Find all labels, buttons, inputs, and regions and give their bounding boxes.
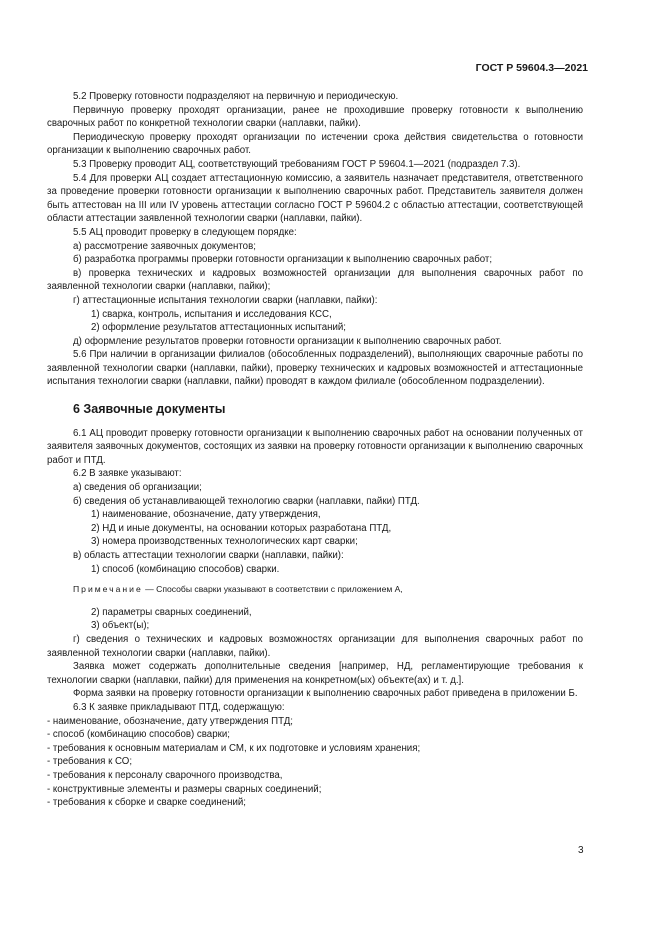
list-item-6-2-b: б) сведения об устанавливающей технологию сварки (наплавки, пайки) ПТД. — [73, 495, 420, 507]
paragraph-6-3: 6.3 К заявке прикладывают ПТД, содержащую: — [73, 701, 285, 713]
list-item-6-3-3: - требования к основным материалам и СМ, к их подготовке и условиям хранения; — [47, 742, 421, 754]
list-item-6-3-4: - требования к СО; — [47, 756, 133, 768]
section-heading-6: 6 Заявочные документы — [73, 402, 226, 417]
list-item-6-3-6: - конструктивные элементы и размеры сварных соединений; — [47, 783, 322, 795]
list-item-6-3-1: - наименование, обозначение, дату утверждения ПТД; — [47, 715, 293, 727]
list-subitem-6-2-v-3: 3) объект(ы); — [91, 620, 150, 632]
list-subitem-5-5-g-2: 2) оформление результатов аттестационных испытаний; — [91, 322, 346, 334]
list-item-5-5-d: д) оформление результатов проверки готовности организации к выполнению сварочных работ. — [73, 335, 502, 347]
list-subitem-6-2-b-2: 2) НД и иные документы, на основании которых разработана ПТД, — [91, 522, 392, 534]
list-item-6-2-g: г) сведения о технических и кадровых возможностях организации для выполнения сварочных работ по заявленной технологии сварки (наплавки, пайки). — [47, 633, 583, 659]
list-subitem-6-2-v-1: 1) способ (комбинацию способов) сварки. — [91, 563, 280, 575]
list-subitem-5-5-g-1: 1) сварка, контроль, испытания и исследования КСС, — [91, 308, 332, 320]
paragraph-5-5: 5.5 АЦ проводит проверку в следующем порядке: — [73, 226, 297, 238]
paragraph-6-2-additional: Заявка может содержать дополнительные сведения [например, НД, регламентирующие требования к технологии сварки (наплавки, пайки) для применения на конкретном(ых) объекте(ах) и т. д.]. — [47, 661, 583, 686]
list-item-6-3-2: - способ (комбинацию способов) сварки; — [47, 729, 230, 741]
list-subitem-6-2-b-3: 3) номера производственных технологических карт сварки; — [91, 536, 358, 548]
page-number: 3 — [578, 845, 584, 856]
list-subitem-6-2-v-2: 2) параметры сварных соединений, — [91, 606, 252, 618]
paragraph-5-2: 5.2 Проверку готовности подразделяют на первичную и периодическую. — [73, 91, 399, 102]
list-item-5-5-v: в) проверка технических и кадровых возможностей организации для выполнения сварочных работ по заявленной технологии сварки (наплавки, пайки); — [47, 267, 583, 293]
paragraph-5-3: 5.3 Проверку проводит АЦ, соответствующий требованиям ГОСТ Р 59604.1—2021 (подраздел 7.3). — [73, 158, 521, 170]
paragraph-6-1: 6.1 АЦ проводит проверку готовности организации к выполнению сварочных работ на основании полученных от заявителя заявочных документов, состоящих из заявки на проверку готовности организации к выполнению сварочных работ и ПТД. — [47, 427, 583, 466]
list-item-5-5-g: г) аттестационные испытания технологии сварки (наплавки, пайки): — [73, 294, 378, 306]
list-item-6-3-7: - требования к сборке и сварке соединений; — [47, 797, 246, 809]
paragraph-5-4: 5.4 Для проверки АЦ создает аттестационную комиссию, а заявитель назначает представителя, ответственного за проведение проверки готовности организации к выполнению сварочных работ. Представитель заявителя должен быть аттестован на III или IV уровень аттестации согласно ГОСТ Р 59604.2 с областью аттестации, соответствующей области аттестации заявленной технологии сварки (наплавки, пайки). — [47, 172, 583, 225]
paragraph-5-2-periodic: Периодическую проверку проходят организации по истечении срока действия свидетельства о готовности организации к выполнению сварочных работ. — [47, 131, 583, 157]
list-item-6-2-v: в) область аттестации технологии сварки (наплавки, пайки): — [73, 550, 344, 561]
paragraph-5-2-primary: Первичную проверку проходят организации, ранее не проходившие проверку готовности к выполнению сварочных работ по конкретной технологии сварки (наплавки, пайки). — [47, 104, 583, 130]
document-header: ГОСТ Р 59604.3—2021 — [475, 62, 588, 74]
paragraph-6-2-form: Форма заявки на проверку готовности организации к выполнению сварочных работ приведена в приложении Б. — [73, 688, 578, 700]
paragraph-6-2: 6.2 В заявке указывают: — [73, 468, 182, 480]
note — [47, 583, 583, 597]
note-label: Примечание — [73, 584, 143, 595]
paragraph-5-6: 5.6 При наличии в организации филиалов (обособленных подразделений), выполняющих сварочные работы по заявленной технологии сварки (наплавки, пайки), проверку технических и кадровых возможностей и аттестационные испытания технологии сварки (наплавки, пайки) проводят в каждом филиале (обособленном подразделении). — [47, 349, 583, 388]
list-subitem-6-2-b-1: 1) наименование, обозначение, дату утверждения, — [91, 509, 321, 521]
list-item-5-5-b: б) разработка программы проверки готовности организации к выполнению сварочных работ; — [73, 254, 493, 266]
document-body — [47, 90, 583, 810]
list-item-5-5-a: а) рассмотрение заявочных документов; — [73, 240, 256, 252]
note-text: — Способы сварки указывают в соответствии с приложением А, — [142, 584, 403, 595]
list-item-6-2-a: а) сведения об организации; — [73, 482, 202, 494]
list-item-6-3-5: - требования к персоналу сварочного производства, — [47, 769, 283, 781]
